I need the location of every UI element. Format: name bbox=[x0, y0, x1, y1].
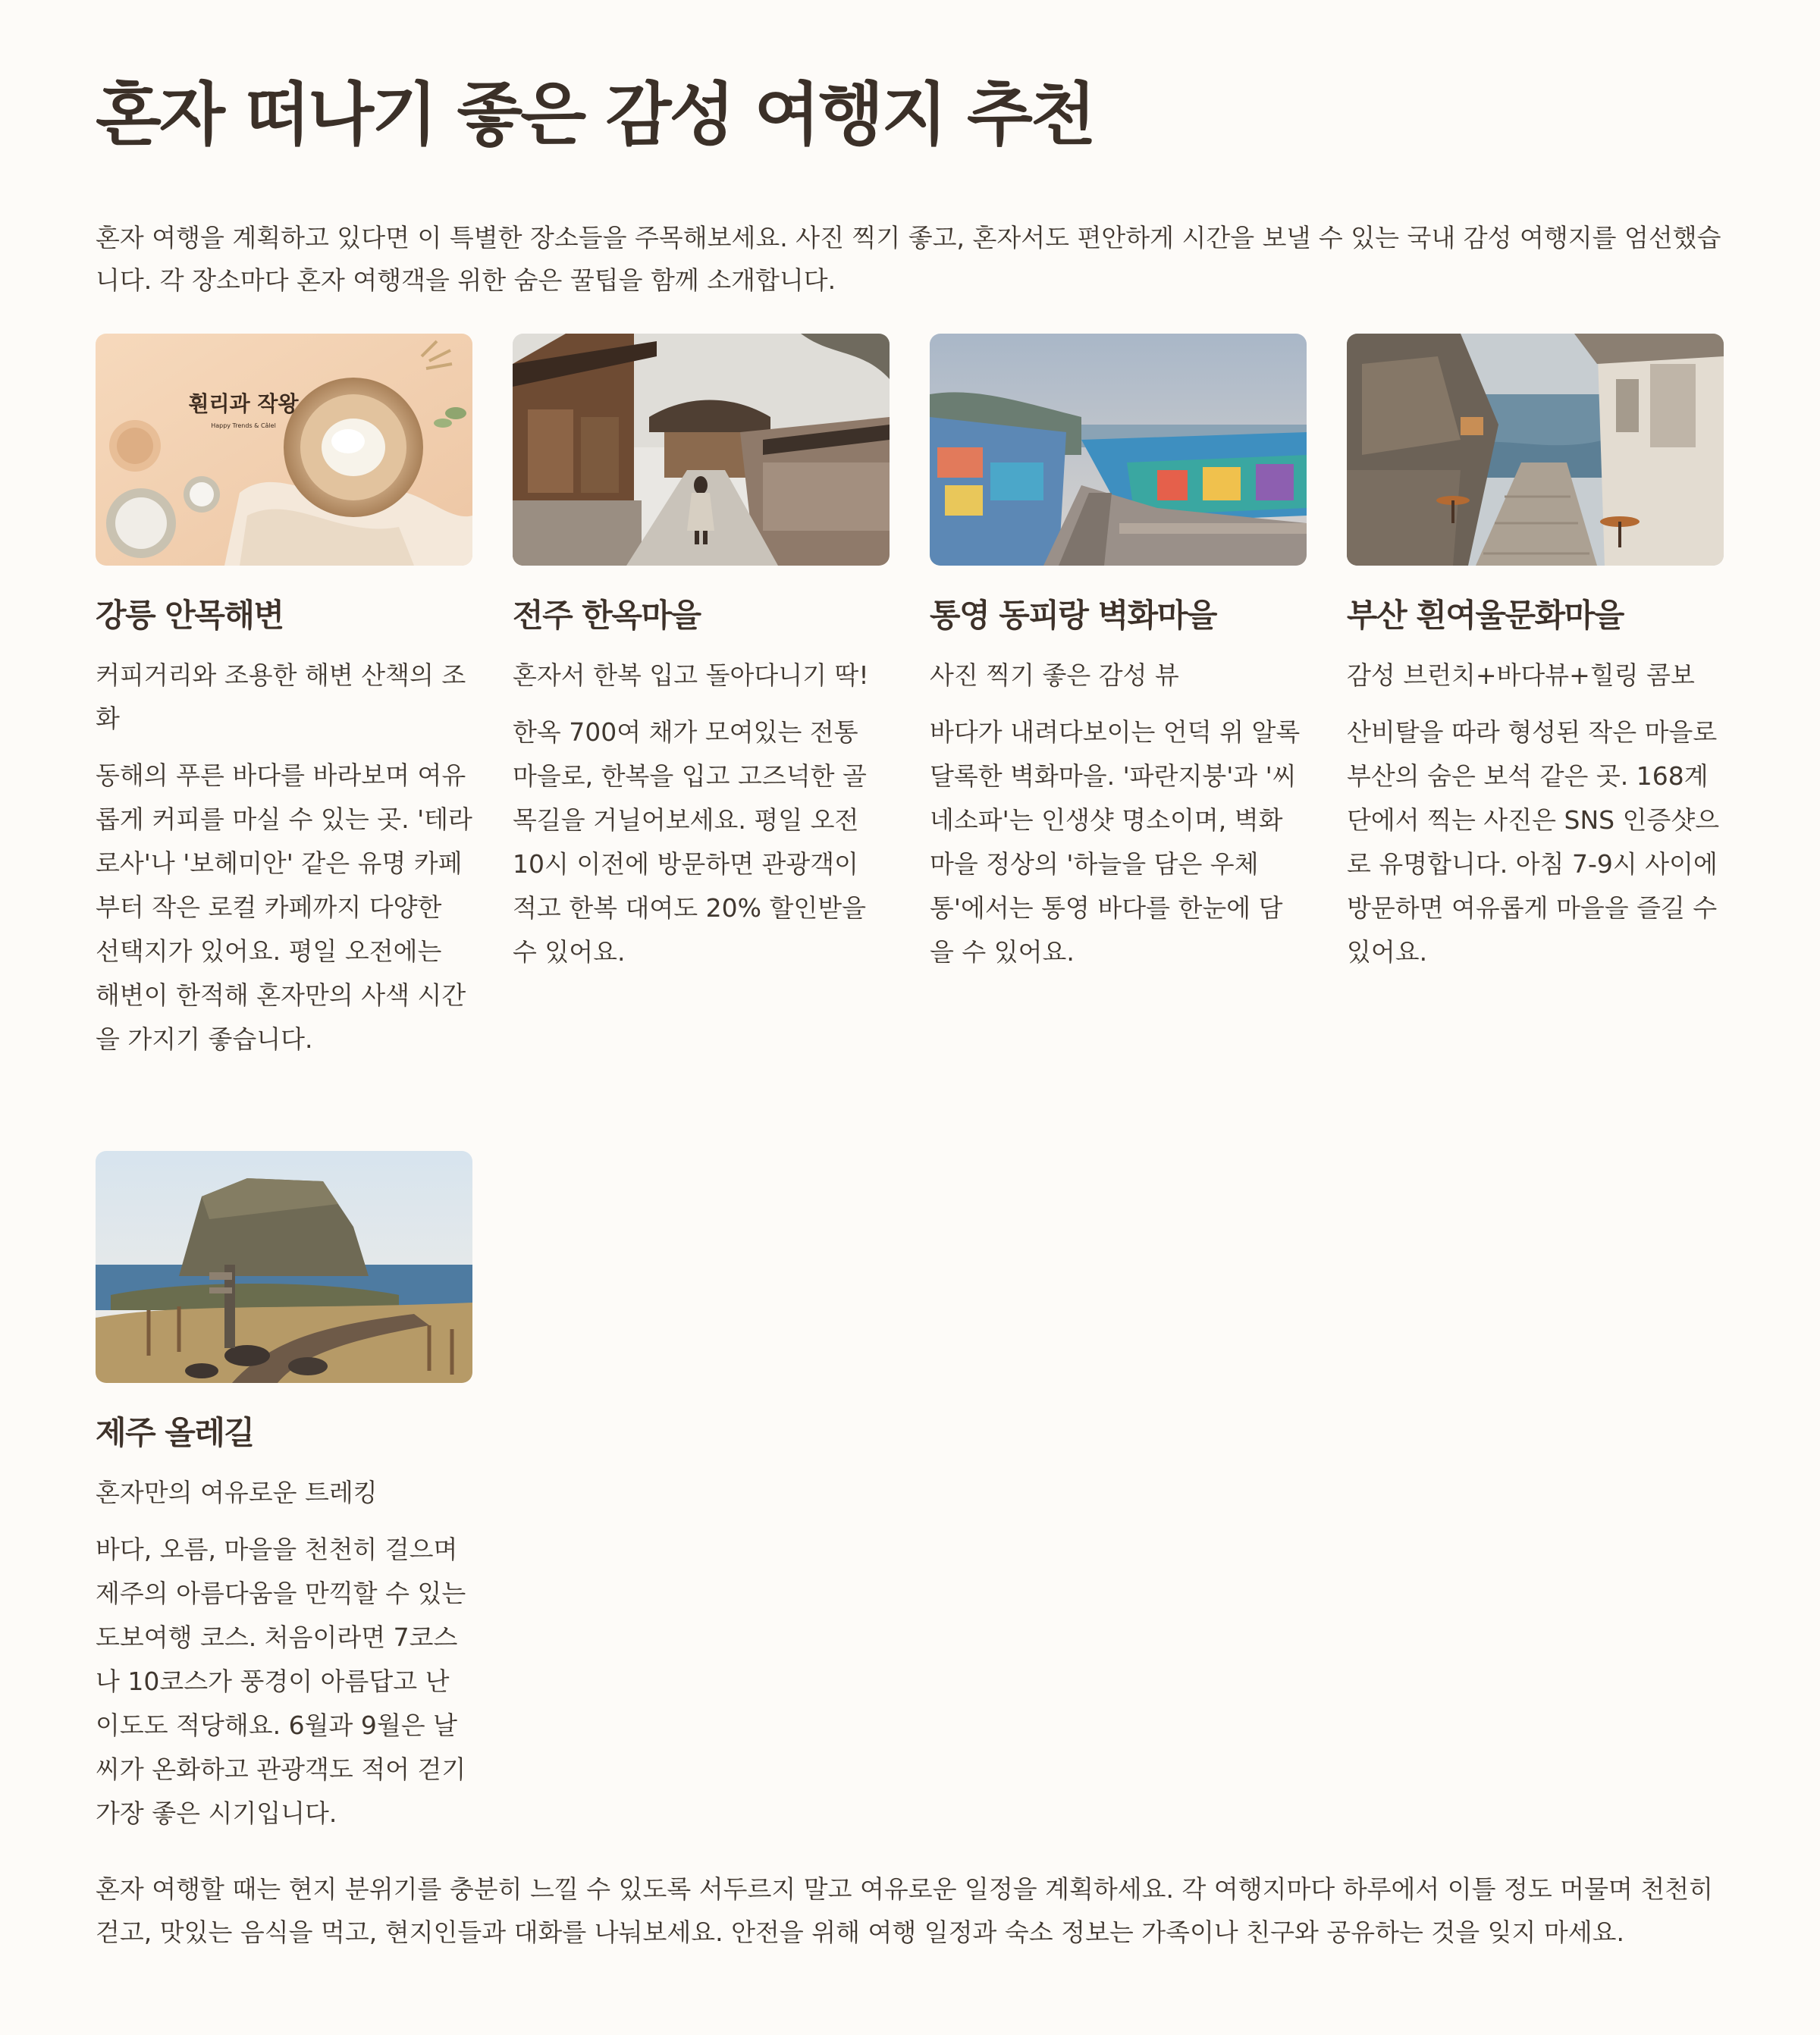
destination-subtitle: 커피거리와 조용한 해변 산책의 조화 bbox=[96, 660, 466, 733]
destination-description: 한옥 700여 채가 모여있는 전통 마을로, 한복을 입고 고즈넉한 골목길을 거닐어보세요. 평일 오전 10시 이전에 방문하면 관광객이 적고 한복 대여도 20% 할인받을 수 있어요. bbox=[513, 717, 867, 967]
image-sign-text: 훤리과 작왕 bbox=[188, 391, 299, 416]
destination-image-jeju bbox=[96, 1151, 472, 1383]
destination-grid bbox=[96, 334, 1724, 1968]
destination-title: 제주 올레길 bbox=[96, 1414, 254, 1451]
destination-subtitle: 혼자만의 여유로운 트레킹 bbox=[96, 1478, 378, 1507]
destination-card-tongyeong bbox=[930, 334, 1307, 1151]
closing-paragraph: 혼자 여행할 때는 현지 분위기를 충분히 느낄 수 있도록 서두르지 말고 여유로운 일정을 계획하세요. 각 여행지마다 하루에서 이틀 정도 머물며 천천히 걷고, 맛있는 음식을 먹고, 현지인들과 대화를 나눠보세요. 안전을 위해 여행 일정과 숙소 정보는 가족이나 친구와 공유하는 것을 잊지 마세요. bbox=[96, 1874, 1713, 1947]
destination-card-busan bbox=[1347, 334, 1724, 1151]
destination-card-jeju bbox=[96, 1151, 472, 1968]
image-sign-subtext: Happy Trends & Câlel bbox=[211, 422, 276, 429]
destination-subtitle: 감성 브런치+바다뷰+힐링 콤보 bbox=[1347, 660, 1695, 690]
destination-subtitle: 사진 찍기 좋은 감성 뷰 bbox=[930, 660, 1179, 690]
destination-title: 통영 동피랑 벽화마을 bbox=[930, 597, 1216, 634]
intro-paragraph: 혼자 여행을 계획하고 있다면 이 특별한 장소들을 주목해보세요. 사진 찍기 좋고, 혼자서도 편안하게 시간을 보낼 수 있는 국내 감성 여행지를 엄선했습니다. 각 장소마다 혼자 여행객을 위한 숨은 꿀팁을 함께 소개합니다. bbox=[96, 223, 1721, 295]
destination-description: 바다, 오름, 마을을 천천히 걸으며 제주의 아름다움을 만끽할 수 있는 도보여행 코스. 처음이라면 7코스나 10코스가 풍경이 아름답고 난이도도 적당해요. 6월과 9월은 날씨가 온화하고 관광객도 적어 걷기 가장 좋은 시기입니다. bbox=[96, 1535, 466, 1828]
destination-description: 산비탈을 따라 형성된 작은 마을로 부산의 숨은 보석 같은 곳. 168계단에서 찍는 사진은 SNS 인증샷으로 유명합니다. 아침 7-9시 사이에 방문하면 여유롭게 마을을 즐길 수 있어요. bbox=[1347, 717, 1720, 967]
destination-image-gangneung bbox=[96, 334, 472, 566]
destination-card-jeonju bbox=[513, 334, 890, 1151]
page-title: 혼자 떠나기 좋은 감성 여행지 추천 bbox=[96, 75, 1094, 155]
destination-title: 전주 한옥마을 bbox=[513, 597, 701, 634]
destination-subtitle: 혼자서 한복 입고 돌아다니기 딱! bbox=[513, 660, 869, 690]
destination-image-tongyeong bbox=[930, 334, 1307, 566]
destination-image-jeonju bbox=[513, 334, 890, 566]
destination-image-busan bbox=[1347, 334, 1724, 566]
destination-title: 강릉 안목해변 bbox=[96, 597, 284, 634]
destination-card-gangneung bbox=[96, 334, 472, 1151]
destination-description: 바다가 내려다보이는 언덕 위 알록달록한 벽화마을. '파란지붕'과 '씨네소파'는 인생샷 명소이며, 벽화마을 정상의 '하늘을 담은 우체통'에서는 통영 바다를 한눈에 담을 수 있어요. bbox=[930, 717, 1301, 967]
destination-description: 동해의 푸른 바다를 바라보며 여유롭게 커피를 마실 수 있는 곳. '테라로사'나 '보헤미안' 같은 유명 카페부터 작은 로컬 카페까지 다양한 선택지가 있어요. 평일 오전에는 해변이 한적해 혼자만의 사색 시간을 가지기 좋습니다. bbox=[96, 760, 472, 1054]
destination-title: 부산 흰여울문화마을 bbox=[1347, 597, 1624, 634]
